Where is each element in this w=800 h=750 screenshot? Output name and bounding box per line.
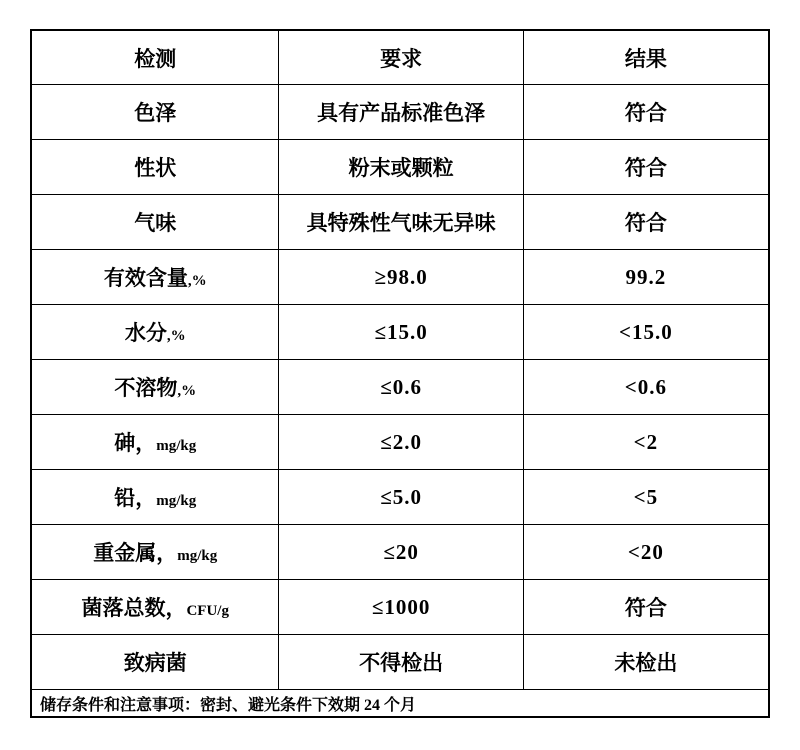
test-unit: mg/kg bbox=[156, 438, 197, 454]
table-row bbox=[31, 415, 769, 470]
table-row bbox=[31, 85, 769, 140]
table-row bbox=[31, 140, 769, 195]
cell-test bbox=[31, 85, 279, 140]
test-unit: ,% bbox=[177, 383, 197, 399]
header-requirement: 要求 bbox=[279, 30, 523, 85]
cell-test bbox=[31, 470, 279, 525]
test-unit: CFU/g bbox=[186, 603, 229, 619]
cell-requirement: ≤2.0 bbox=[279, 415, 523, 470]
test-unit: ,% bbox=[166, 328, 186, 344]
table-row bbox=[31, 470, 769, 525]
table-row bbox=[31, 360, 769, 415]
cell-requirement: ≤5.0 bbox=[279, 470, 523, 525]
cell-requirement: ≥98.0 bbox=[279, 250, 523, 305]
table-row bbox=[31, 580, 769, 635]
test-label: 砷， bbox=[114, 431, 157, 455]
cell-result: 未检出 bbox=[523, 635, 769, 690]
test-label: 色泽 bbox=[134, 101, 177, 125]
cell-test bbox=[31, 360, 279, 415]
table-row bbox=[31, 305, 769, 360]
cell-result: 符合 bbox=[523, 195, 769, 250]
header-test: 检测 bbox=[31, 30, 279, 85]
cell-result: <2 bbox=[523, 415, 769, 470]
cell-result: <5 bbox=[523, 470, 769, 525]
test-unit: mg/kg bbox=[177, 548, 218, 564]
cell-requirement: 具有产品标准色泽 bbox=[279, 85, 523, 140]
cell-requirement: 具特殊性气味无异味 bbox=[279, 195, 523, 250]
cell-result: <15.0 bbox=[523, 305, 769, 360]
table-row bbox=[31, 635, 769, 690]
cell-test bbox=[31, 525, 279, 580]
test-unit: ,% bbox=[187, 273, 207, 289]
cell-result: <20 bbox=[523, 525, 769, 580]
cell-result: 符合 bbox=[523, 140, 769, 195]
cell-test bbox=[31, 305, 279, 360]
cell-requirement: ≤1000 bbox=[279, 580, 523, 635]
inspection-table bbox=[30, 29, 770, 718]
table-row bbox=[31, 195, 769, 250]
cell-requirement: ≤15.0 bbox=[279, 305, 523, 360]
cell-test bbox=[31, 635, 279, 690]
test-label: 重金属， bbox=[93, 541, 178, 565]
cell-test bbox=[31, 415, 279, 470]
storage-note-row bbox=[31, 690, 769, 718]
table-row bbox=[31, 525, 769, 580]
cell-requirement: ≤20 bbox=[279, 525, 523, 580]
cell-result: 符合 bbox=[523, 580, 769, 635]
cell-result: 99.2 bbox=[523, 250, 769, 305]
cell-result: 符合 bbox=[523, 85, 769, 140]
test-label: 致病菌 bbox=[123, 651, 187, 675]
table-row bbox=[31, 250, 769, 305]
cell-requirement: ≤0.6 bbox=[279, 360, 523, 415]
test-label: 不溶物 bbox=[114, 376, 178, 400]
test-unit: mg/kg bbox=[156, 493, 197, 509]
cell-result: <0.6 bbox=[523, 360, 769, 415]
header-result: 结果 bbox=[523, 30, 769, 85]
cell-test bbox=[31, 195, 279, 250]
header-row bbox=[31, 30, 769, 85]
test-label: 性状 bbox=[134, 156, 177, 180]
cell-requirement: 不得检出 bbox=[279, 635, 523, 690]
storage-note: 储存条件和注意事项：密封、避光条件下效期 24 个月 bbox=[31, 690, 769, 718]
cell-test bbox=[31, 140, 279, 195]
test-label: 菌落总数， bbox=[81, 596, 187, 620]
test-label: 铅， bbox=[114, 486, 157, 510]
cell-requirement: 粉末或颗粒 bbox=[279, 140, 523, 195]
test-label: 水分 bbox=[124, 321, 167, 345]
test-label: 有效含量 bbox=[103, 266, 188, 290]
test-label: 气味 bbox=[134, 211, 177, 235]
cell-test bbox=[31, 250, 279, 305]
cell-test bbox=[31, 580, 279, 635]
